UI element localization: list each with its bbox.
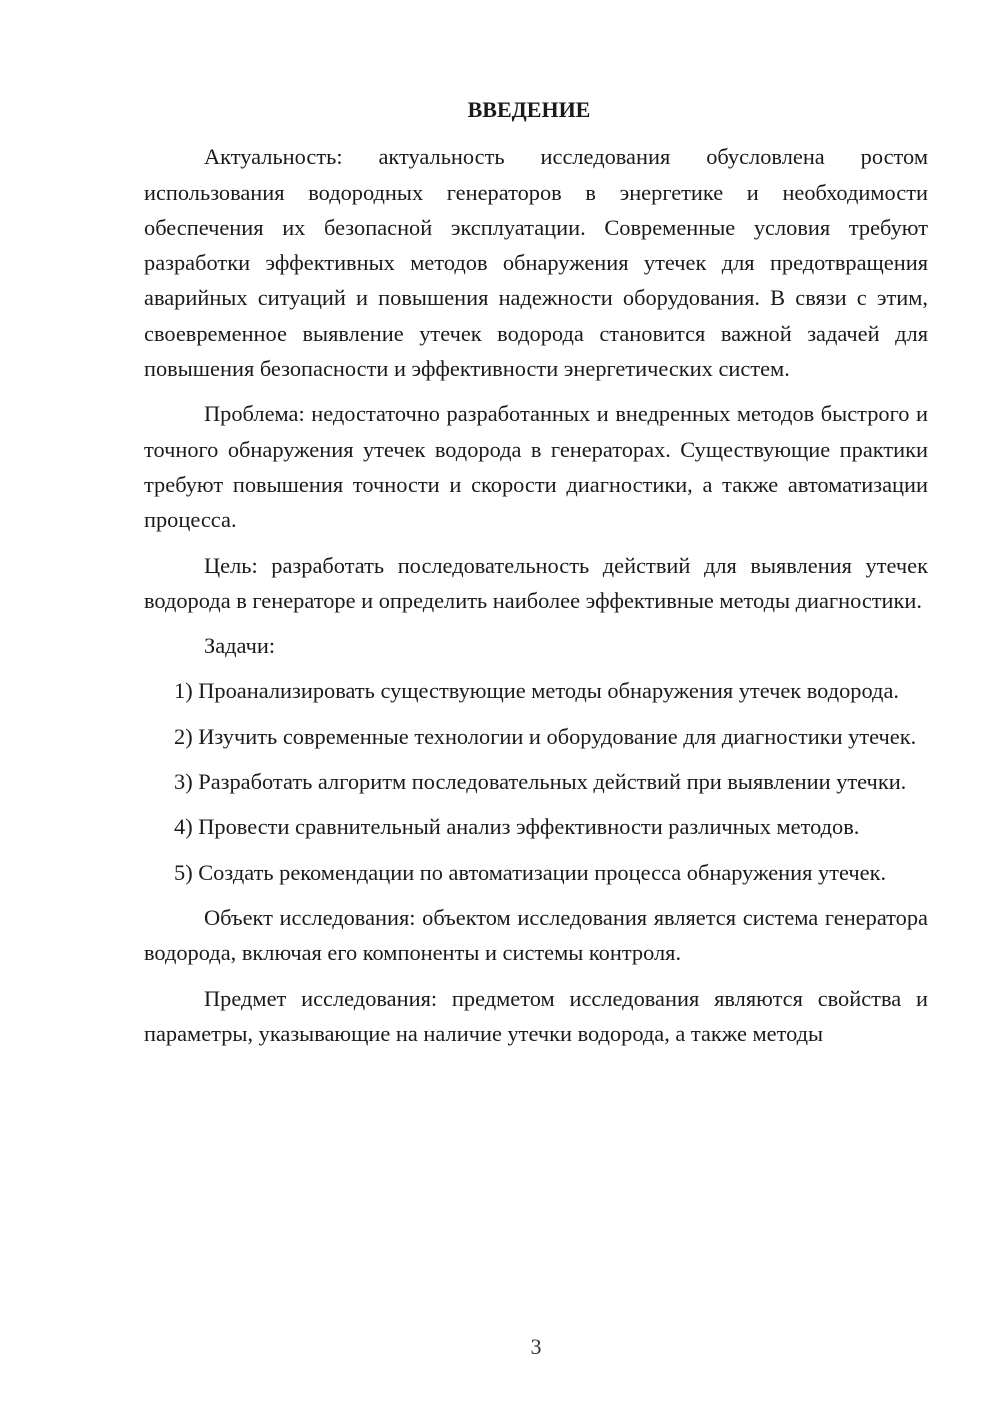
paragraph-problem: Проблема: недостаточно разработанных и внедренных методов быстрого и точного обнаружения утечек водорода в генераторах. Существующие практики требуют повышения точности и скорости диагностики, а также автоматизации процесса. — [144, 401, 928, 533]
paragraph-tasks-heading: Задачи: — [204, 633, 276, 659]
task-item-4: 4) Провести сравнительный анализ эффективности различных методов. — [174, 814, 860, 840]
task-item-2: 2) Изучить современные технологии и оборудование для диагностики утечек. — [174, 723, 917, 749]
paragraph-relevance: Актуальность: актуальность исследования обусловлена ростом использования водородных генераторов в энергетике и необходимости обеспечения их безопасной эксплуатации. Современные условия требуют разработки эффективных методов обнаружения утечек для предотвращения аварийных ситуаций и повышения надежности оборудования. В связи с этим, своевременное выявление утечек водорода становится важной задачей для повышения безопасности и эффективности энергетических систем. — [144, 144, 928, 382]
task-item-1: 1) Проанализировать существующие методы обнаружения утечек водорода. — [174, 678, 899, 704]
task-item-5: 5) Создать рекомендации по автоматизации процесса обнаружения утечек. — [174, 859, 887, 885]
paragraph-subject: Предмет исследования: предметом исследования являются свойства и параметры, указывающие на наличие утечки водорода, а также методы — [144, 985, 928, 1046]
paragraph-goal: Цель: разработать последовательность действий для выявления утечек водорода в генераторе и определить наиболее эффективные методы диагностики. — [144, 552, 928, 613]
document-page — [144, 92, 928, 1061]
task-item-3: 3) Разработать алгоритм последовательных действий при выявлении утечки. — [174, 769, 907, 795]
section-title: ВВЕДЕНИЕ — [467, 97, 591, 122]
paragraph-object: Объект исследования: объектом исследования является система генератора водорода, включая его компоненты и системы контроля. — [144, 904, 928, 966]
page-number: 3 — [530, 1334, 542, 1359]
